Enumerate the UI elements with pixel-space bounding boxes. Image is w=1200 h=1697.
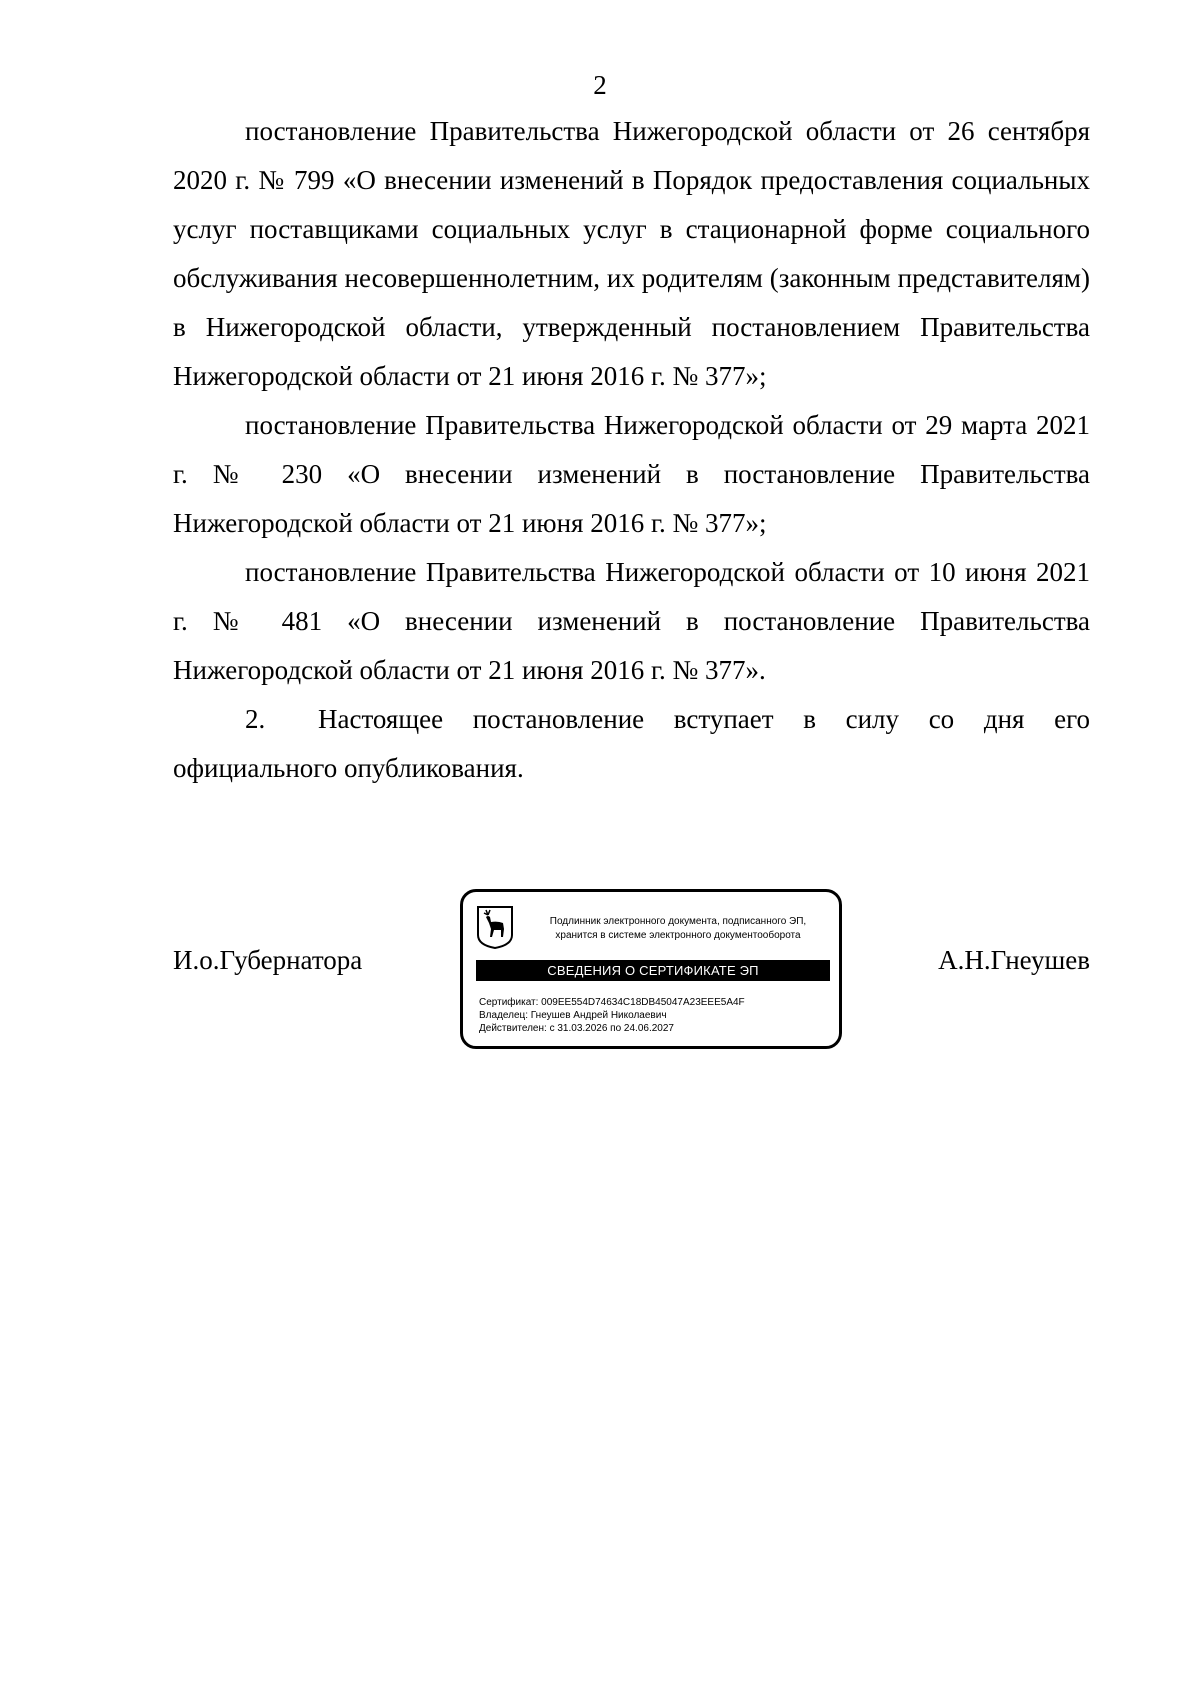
stamp-validity: Действителен: с 31.03.2026 по 24.06.2027 <box>479 1023 674 1034</box>
stamp-certificate: Сертификат: 009EE554D74634C18DB45047A23EEE5A4F <box>479 997 745 1008</box>
stamp-header-line-1: Подлинник электронного документа, подписанного ЭП, <box>549 916 807 927</box>
paragraph-resolution-481: постановление Правительства Нижегородской области от 10 июня 2021 г. № 481 «О внесении изменений в постановление Правительства Нижегородской области от 21 июня 2016 г. № 377». <box>173 557 1090 685</box>
stamp-details <box>479 996 745 1035</box>
stamp-header-line-2: хранится в системе электронного документооборота <box>555 930 801 941</box>
page-number: 2 <box>593 70 607 100</box>
clause-2 <box>173 695 1090 793</box>
signatory-role: И.о.Губернатора <box>173 945 363 975</box>
electronic-signature-stamp <box>460 889 842 1049</box>
paragraph-resolution-799: постановление Правительства Нижегородской области от 26 сентября 2020 г. № 799 «О внесении изменений в Порядок предоставления социальных услуг поставщиками социальных услуг в стационарной форме социального обслуживания несовершеннолетним, их родителям (законным представителям) в Нижегородской области, утвержденный постановлением Правительства Нижегородской области от 21 июня 2016 г. № 377»; <box>173 116 1090 391</box>
document-body <box>173 107 1090 793</box>
stamp-header <box>523 915 833 943</box>
stamp-banner: СВЕДЕНИЯ О СЕРТИФИКАТЕ ЭП <box>476 960 830 981</box>
paragraph-resolution-230: постановление Правительства Нижегородской области от 29 марта 2021 г. № 230 «О внесении изменений в постановление Правительства Нижегородской области от 21 июня 2016 г. № 377»; <box>173 410 1090 538</box>
clause-text: Настоящее постановление вступает в силу со дня его официального опубликования. <box>173 704 1090 783</box>
coat-of-arms-deer-icon <box>476 905 514 949</box>
clause-number: 2. <box>245 704 266 734</box>
stamp-owner: Владелец: Гнеушев Андрей Николаевич <box>479 1010 667 1021</box>
signatory-name: А.Н.Гнеушев <box>938 945 1090 975</box>
